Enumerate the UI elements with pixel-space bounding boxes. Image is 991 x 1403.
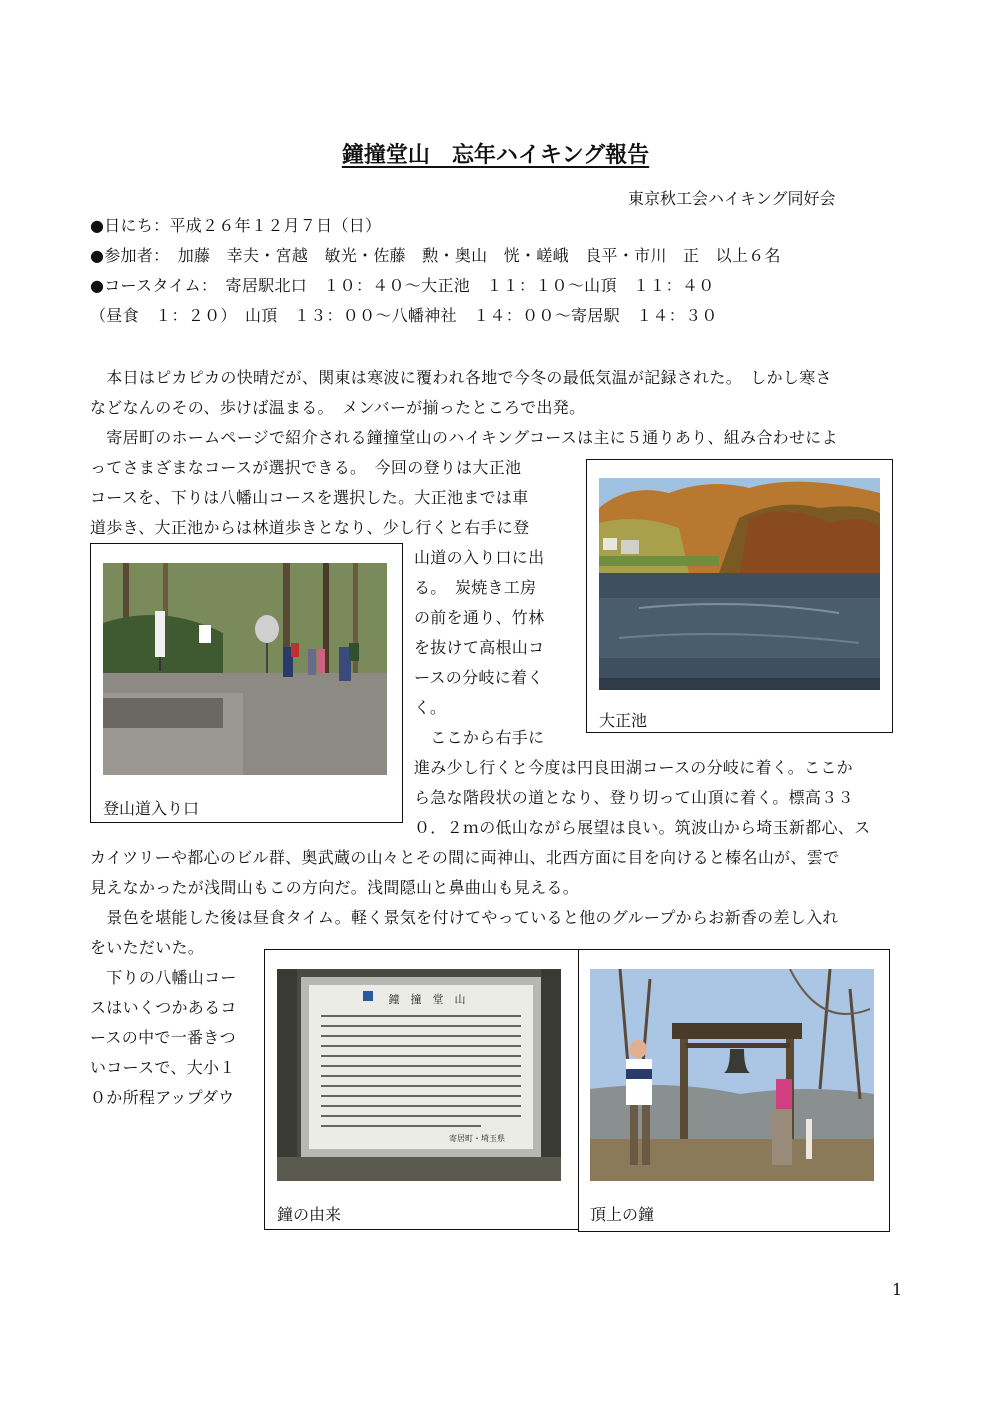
sign-heading: 鐘 撞 堂 山 [388,993,466,1006]
info-course-time-2: （昼食 １：２０） 山頂 １３：００～八幡神社 １４：００～寄居駅 １４：３０ [90,306,718,325]
body-line: ースの中で一番きつ [90,1028,236,1047]
body-line: 山道の入り口に出 [414,548,545,567]
figure-summit-bell [578,949,890,1232]
caption-taisho-pond: 大正池 [599,711,648,730]
sign-footer: 寄居町・埼玉県 [449,1134,505,1143]
body-line: る。 炭焼き工房 [414,578,537,597]
info-date: ●日にち：平成２６年１２月７日（日） [90,216,382,235]
body-line: 道歩き、大正池からは林道歩きとなり、少し行くと右手に登 [90,518,530,537]
body-line: スはいくつかあるコ [90,998,237,1017]
body-line: く。 [414,698,447,717]
body-line: 本日はピカピカの快晴だが、関東は寒波に覆われ各地で今冬の最低気温が記録された。 しかし寒さ [90,368,832,387]
caption-trail-entrance: 登山道入り口 [103,799,200,818]
caption-bell-origin: 鐘の由来 [277,1205,342,1224]
page-title: 鐘撞堂山 忘年ハイキング報告 [341,142,650,168]
body-line: ースの分岐に着く [414,668,544,687]
body-line: ０か所程アップダウ [90,1088,235,1107]
summit-bell-photo [590,969,874,1181]
body-line: 下りの八幡山コー [90,968,237,987]
body-line: 景色を堪能した後は昼食タイム。軽く景気を付けてやっていると他のグループからお新香の差し入れ [90,908,839,927]
body-line: ってさまざまなコースが選択できる。 今回の登りは大正池 [90,458,522,477]
body-line: の前を通り、竹林 [414,608,545,627]
info-course-time: ●コースタイム： 寄居駅北口 １０：４０～大正池 １１：１０～山頂 １１：４０ [90,276,715,295]
body-line: をいただいた。 [90,938,205,957]
body-line: 進み少し行くと今度は円良田湖コースの分岐に着く。ここか [414,758,853,777]
body-line: などなんのその、歩けば温まる。 メンバーが揃ったところで出発。 [90,398,586,417]
page-number: 1 [892,1280,903,1299]
taisho-pond-photo [599,478,880,690]
body-line: ら急な階段状の道となり、登り切って山頂に着く。標高３３ [414,788,854,807]
figure-bell-origin [264,949,579,1230]
body-line: カイツリーや都心のビル群、奥武蔵の山々とその間に両神山、北西方面に目を向けると榛名山が、雲で [90,848,840,867]
figure-taisho-pond [586,459,893,733]
trail-entrance-photo [103,563,387,775]
bell-origin-photo [277,969,561,1181]
body-line: ０．２ｍの低山ながら展望は良い。筑波山から埼玉新都心、ス [414,818,871,837]
caption-summit-bell: 頂上の鐘 [590,1205,655,1224]
body-line: 見えなかったが浅間山もこの方向だ。浅間隠山と鼻曲山も見える。 [90,878,580,897]
organization-name: 東京秋工会ハイキング同好会 [628,189,836,208]
info-participants: ●参加者： 加藤 幸夫・宮越 敏光・佐藤 勲・奥山 恍・嵯峨 良平・市川 正 以上６名 [90,246,781,265]
body-line: いコースで、大小１ [90,1058,236,1077]
body-line: 寄居町のホームページで紹介される鐘撞堂山のハイキングコースは主に５通りあり、組み合わせによ [90,428,838,447]
body-line: を抜けて高根山コ [414,638,545,657]
figure-trail-entrance [90,543,403,823]
body-line: コースを、下りは八幡山コースを選択した。大正池までは車 [90,488,529,507]
body-line: ここから右手に [414,728,545,747]
